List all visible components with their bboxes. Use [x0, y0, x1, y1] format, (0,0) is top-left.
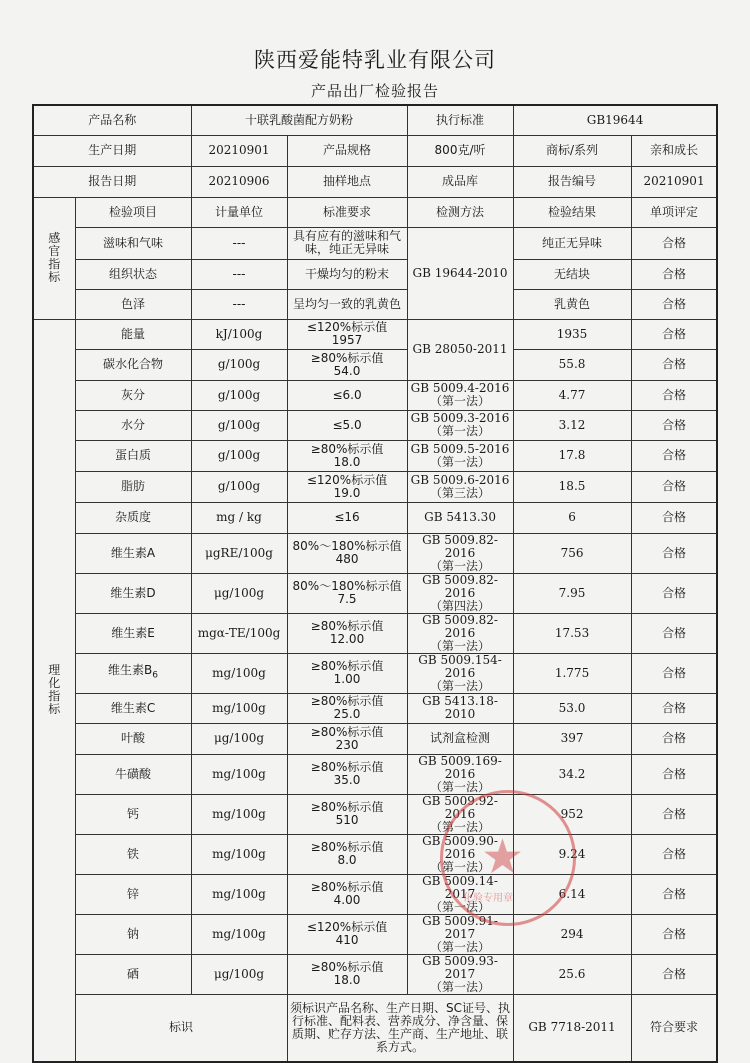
physchem-judge: 合格 [631, 349, 717, 380]
req-line-1: 80%～180%标示值 [292, 579, 402, 593]
method-line-2: （第一法） [430, 454, 491, 469]
physchem-method [407, 914, 513, 954]
physchem-judge: 合格 [631, 693, 717, 723]
method-line-1: GB 5009.14-2017 [422, 874, 498, 901]
standard-value: GB19644 [513, 105, 717, 135]
physchem-req [287, 410, 407, 440]
report-date-label: 报告日期 [33, 166, 191, 197]
item-label: 维生素B [108, 662, 153, 677]
method-line-2: （第一法） [430, 678, 491, 693]
physchem-method [407, 834, 513, 874]
col-item-header: 检验项目 [75, 197, 191, 227]
method-line-1: GB 5009.169-2016 [418, 754, 502, 781]
method-line-2: （第一法） [430, 424, 491, 438]
sensory-item: 色泽 [75, 289, 191, 319]
method-line-1: GB 5009.4-2016 [410, 381, 510, 395]
physchem-item [75, 533, 191, 573]
physchem-result: 294 [513, 914, 631, 954]
sensory-row [33, 227, 717, 259]
physchem-req [287, 440, 407, 471]
physchem-method [407, 573, 513, 613]
method-line-1: GB 5009.6-2016 [410, 472, 510, 487]
physchem-unit: g/100g [191, 349, 287, 380]
method-line-1: 试剂盒检测 [430, 731, 491, 745]
physchem-result: 3.12 [513, 410, 631, 440]
physchem-unit: kJ/100g [191, 319, 287, 349]
physchem-item [75, 723, 191, 754]
physchem-item [75, 502, 191, 533]
physchem-unit: g/100g [191, 380, 287, 410]
spec-label: 产品规格 [287, 135, 407, 166]
method-line-1: GB 5009.3-2016 [410, 411, 510, 425]
physchem-judge: 合格 [631, 954, 717, 994]
physchem-result: 55.8 [513, 349, 631, 380]
req-line-1: ≥80%标示值 [310, 880, 384, 894]
sensory-item: 组织状态 [75, 259, 191, 289]
physchem-item [75, 794, 191, 834]
req-line-1: ≥80%标示值 [310, 694, 384, 708]
sensory-result: 乳黄色 [513, 289, 631, 319]
label-result: 符合要求 [631, 994, 717, 1062]
physchem-req [287, 914, 407, 954]
method-line-1: GB 5009.93-2017 [422, 954, 498, 981]
physchem-req [287, 653, 407, 693]
physchem-item [75, 410, 191, 440]
physchem-result: 397 [513, 723, 631, 754]
physchem-unit: mg/100g [191, 914, 287, 954]
physchem-method [407, 380, 513, 410]
method-line-2: （第一法） [430, 638, 491, 653]
physchem-result: 18.5 [513, 471, 631, 502]
req-line-1: ≤120%标示值 [306, 920, 388, 934]
sensory-unit: --- [191, 289, 287, 319]
physchem-unit: mg / kg [191, 502, 287, 533]
physchem-item [75, 380, 191, 410]
physchem-row [33, 954, 717, 994]
company-name: 陕西爱能特乳业有限公司 [254, 48, 496, 72]
physchem-method [407, 440, 513, 471]
physchem-judge: 合格 [631, 533, 717, 573]
col-requirement-header: 标准要求 [287, 197, 407, 227]
physchem-result: 6 [513, 502, 631, 533]
physchem-item [75, 834, 191, 874]
physchem-method [407, 613, 513, 653]
label-row [33, 994, 717, 1062]
physchem-req [287, 380, 407, 410]
sensory-req: 呈均匀一致的乳黄色 [287, 289, 407, 319]
physchem-result: 952 [513, 794, 631, 834]
req-line-1: ≥80%标示值 [310, 840, 384, 854]
physchem-method [407, 533, 513, 573]
physchem-row [33, 440, 717, 471]
inspection-table [32, 104, 718, 1063]
req-line-2: 8.0 [337, 853, 357, 867]
req-line-1: ≥80%标示值 [310, 619, 384, 633]
physchem-result: 756 [513, 533, 631, 573]
physchem-row [33, 723, 717, 754]
physchem-row [33, 502, 717, 533]
physchem-req [287, 573, 407, 613]
method-line-1: GB 5009.82-2016 [422, 613, 498, 640]
physchem-item [75, 440, 191, 471]
physchem-row [33, 874, 717, 914]
sensory-unit: --- [191, 259, 287, 289]
physchem-result: 9.24 [513, 834, 631, 874]
physchem-judge: 合格 [631, 653, 717, 693]
sensory-unit: --- [191, 227, 287, 259]
col-method-header: 检测方法 [407, 197, 513, 227]
physchem-unit: μg/100g [191, 573, 287, 613]
req-line-1: ≤5.0 [332, 417, 362, 432]
physchem-row [33, 471, 717, 502]
method-line-2: （第一法） [430, 558, 491, 573]
physchem-method [407, 653, 513, 693]
physchem-item [75, 754, 191, 794]
req-line-1: ≥80%标示值 [310, 760, 384, 774]
physchem-item [75, 573, 191, 613]
physchem-item [75, 653, 191, 693]
info-row-2 [33, 135, 717, 166]
req-line-1: ≤6.0 [332, 387, 362, 402]
physchem-result: 17.8 [513, 440, 631, 471]
req-line-1: ≤120%标示值 [306, 472, 388, 487]
prod-date-value: 20210901 [191, 135, 287, 166]
physchem-row [33, 693, 717, 723]
method-line-1: GB 5009.91-2017 [422, 914, 498, 941]
standard-label: 执行标准 [407, 105, 513, 135]
method-line-1: GB 5009.90-2016 [422, 834, 498, 861]
item-label: 叶酸 [121, 731, 146, 745]
physchem-unit: mg/100g [191, 653, 287, 693]
item-label: 脂肪 [121, 479, 146, 493]
physchem-item [75, 874, 191, 914]
sensory-judge: 合格 [631, 227, 717, 259]
physchem-judge: 合格 [631, 874, 717, 914]
req-line-1: ≥80%标示值 [310, 960, 384, 974]
physchem-item [75, 613, 191, 653]
req-line-1: ≥80%标示值 [310, 800, 384, 814]
req-line-2: 230 [335, 737, 359, 752]
sensory-result: 纯正无异味 [513, 227, 631, 259]
req-line-2: 18.0 [333, 973, 361, 987]
req-line-2: 480 [335, 552, 359, 566]
method-line-1: GB 5009.82-2016 [422, 573, 498, 600]
prod-date-label: 生产日期 [33, 135, 191, 166]
method-line-2: （第一法） [430, 899, 491, 914]
physchem-method [407, 693, 513, 723]
method-line-2: （第一法） [430, 394, 491, 408]
stamp-text: 化验专用章 [463, 893, 513, 904]
physchem-judge: 合格 [631, 754, 717, 794]
label-requirement: 须标识产品名称、生产日期、SC证号、执行标准、配料表、营养成分、净含量、保质期、贮存方法、生产商、生产地址、联系方式。 [287, 994, 513, 1062]
sensory-row [33, 289, 717, 319]
physchem-result: 6.14 [513, 874, 631, 914]
method-line-2: （第一法） [430, 779, 491, 794]
brand-label: 商标/系列 [513, 135, 631, 166]
category-label: 感官指标 [48, 231, 61, 284]
physchem-row [33, 914, 717, 954]
sensory-method: GB 19644-2010 [407, 227, 513, 319]
physchem-method [407, 410, 513, 440]
method-line-2: （第一法） [430, 979, 491, 994]
sensory-row [33, 259, 717, 289]
physchem-result: 1.775 [513, 653, 631, 693]
method-line-2: （第一法） [430, 939, 491, 954]
physchem-row [33, 653, 717, 693]
method-line-1: GB 5009.92-2016 [422, 794, 498, 821]
physchem-judge: 合格 [631, 573, 717, 613]
sensory-item: 滋味和气味 [75, 227, 191, 259]
physchem-row [33, 410, 717, 440]
physchem-unit: g/100g [191, 440, 287, 471]
physchem-method [407, 874, 513, 914]
physchem-category [33, 319, 75, 1062]
req-line-1: ≤120%标示值 [306, 320, 388, 334]
item-label: 杂质度 [115, 510, 152, 524]
req-line-1: ≥80%标示值 [310, 659, 384, 673]
physchem-unit: μgRE/100g [191, 533, 287, 573]
label-item: 标识 [75, 994, 287, 1062]
method-line-2: （第三法） [430, 485, 491, 500]
report-no-label: 报告编号 [513, 166, 631, 197]
sensory-category [33, 197, 75, 319]
physchem-judge: 合格 [631, 834, 717, 874]
physchem-row [33, 533, 717, 573]
physchem-method [407, 723, 513, 754]
req-line-1: ≥80%标示值 [310, 350, 384, 365]
item-label: 硒 [127, 966, 140, 981]
req-line-2: 510 [335, 813, 359, 827]
req-line-2: 35.0 [333, 773, 361, 787]
physchem-req [287, 502, 407, 533]
physchem-result: 17.53 [513, 613, 631, 653]
physchem-req [287, 754, 407, 794]
method-line-1: GB 5009.5-2016 [410, 441, 510, 456]
physchem-row [33, 794, 717, 834]
item-label: 牛磺酸 [115, 766, 152, 781]
sample-place-label: 抽样地点 [287, 166, 407, 197]
physchem-unit: mg/100g [191, 693, 287, 723]
physchem-judge: 合格 [631, 471, 717, 502]
report-date-value: 20210906 [191, 166, 287, 197]
item-label: 维生素C [110, 700, 156, 715]
physchem-item [75, 471, 191, 502]
physchem-result: 4.77 [513, 380, 631, 410]
physchem-judge: 合格 [631, 410, 717, 440]
physchem-req [287, 693, 407, 723]
brand-value: 亲和成长 [631, 135, 717, 166]
sensory-req: 具有应有的滋味和气味，纯正无异味 [287, 227, 407, 259]
col-judgement-header: 单项评定 [631, 197, 717, 227]
product-name-label: 产品名称 [33, 105, 191, 135]
sensory-judge: 合格 [631, 259, 717, 289]
req-line-2: 1957 [331, 333, 363, 347]
physchem-method [407, 794, 513, 834]
req-line-2: 18.0 [333, 454, 361, 469]
physchem-judge: 合格 [631, 440, 717, 471]
method-line-1: GB 5413.18-2010 [422, 694, 498, 721]
physchem-row [33, 573, 717, 613]
sensory-judge: 合格 [631, 289, 717, 319]
col-result-header: 检验结果 [513, 197, 631, 227]
report-no-value: 20210901 [631, 166, 717, 197]
physchem-unit: μg/100g [191, 723, 287, 754]
item-label: 钙 [127, 806, 140, 821]
physchem-result: 1935 [513, 319, 631, 349]
column-header-row [33, 197, 717, 227]
physchem-row [33, 349, 717, 380]
physchem-result: 53.0 [513, 693, 631, 723]
item-label: 维生素D [110, 585, 156, 600]
item-subscript: 6 [152, 670, 158, 681]
physchem-unit: g/100g [191, 410, 287, 440]
physchem-judge: 合格 [631, 914, 717, 954]
physchem-req [287, 723, 407, 754]
req-line-1: ≤16 [334, 510, 360, 524]
physchem-item [75, 914, 191, 954]
physchem-req [287, 834, 407, 874]
physchem-req [287, 349, 407, 380]
req-line-2: 54.0 [333, 363, 361, 378]
sensory-req: 干燥均匀的粉末 [287, 259, 407, 289]
physchem-req [287, 794, 407, 834]
req-line-2: 19.0 [333, 485, 361, 500]
physchem-item [75, 693, 191, 723]
req-line-1: ≥80%标示值 [310, 441, 384, 456]
sensory-result: 无结块 [513, 259, 631, 289]
physchem-unit: mg/100g [191, 834, 287, 874]
physchem-req [287, 319, 407, 349]
req-line-2: 4.00 [333, 893, 361, 907]
req-line-2: 410 [335, 933, 359, 947]
report-title: 产品出厂检验报告 [310, 82, 439, 100]
col-unit-header: 计量单位 [191, 197, 287, 227]
info-row-1 [33, 105, 717, 135]
physchem-unit: mg/100g [191, 794, 287, 834]
req-line-2: 1.00 [333, 672, 361, 686]
req-line-1: 80%～180%标示值 [292, 539, 402, 553]
physchem-item: 能量 [75, 319, 191, 349]
info-row-3 [33, 166, 717, 197]
physchem-judge: 合格 [631, 723, 717, 754]
method-line-1: GB 5009.82-2016 [422, 533, 498, 560]
physchem-unit: mg/100g [191, 874, 287, 914]
method-line-2: （第四法） [430, 598, 491, 613]
item-label: 蛋白质 [115, 448, 152, 462]
physchem-judge: 合格 [631, 613, 717, 653]
physchem-req [287, 613, 407, 653]
physchem-method [407, 502, 513, 533]
category-label: 理化指标 [48, 663, 61, 717]
physchem-unit: μg/100g [191, 954, 287, 994]
item-label: 锌 [127, 886, 140, 901]
req-line-2: 7.5 [337, 592, 357, 606]
label-method: GB 7718-2011 [513, 994, 631, 1062]
physchem-result: 7.95 [513, 573, 631, 613]
item-label: 水分 [121, 417, 146, 432]
physchem-row [33, 380, 717, 410]
physchem-judge: 合格 [631, 380, 717, 410]
item-label: 铁 [127, 846, 140, 861]
method-line-2: （第一法） [430, 859, 491, 874]
req-line-1: ≥80%标示值 [310, 724, 384, 739]
physchem-judge: 合格 [631, 319, 717, 349]
physchem-row [33, 319, 717, 349]
item-label: 维生素A [110, 545, 156, 560]
physchem-unit: g/100g [191, 471, 287, 502]
item-label: 灰分 [121, 387, 146, 402]
physchem-req [287, 874, 407, 914]
physchem-judge: 合格 [631, 794, 717, 834]
star-icon: ★ [481, 829, 525, 885]
spec-value: 800克/听 [407, 135, 513, 166]
physchem-row [33, 613, 717, 653]
physchem-method [407, 754, 513, 794]
physchem-method [407, 954, 513, 994]
physchem-method: GB 28050-2011 [407, 319, 513, 380]
physchem-row [33, 754, 717, 794]
physchem-unit: mgα-TE/100g [191, 613, 287, 653]
physchem-unit: mg/100g [191, 754, 287, 794]
physchem-item [75, 954, 191, 994]
physchem-req [287, 471, 407, 502]
physchem-item: 碳水化合物 [75, 349, 191, 380]
physchem-row [33, 834, 717, 874]
req-line-2: 25.0 [333, 707, 361, 721]
method-line-1: GB 5413.30 [424, 510, 496, 524]
product-name-value: 十联乳酸菌配方奶粉 [191, 105, 407, 135]
physchem-req [287, 533, 407, 573]
physchem-method [407, 471, 513, 502]
physchem-result: 25.6 [513, 954, 631, 994]
method-line-2: （第一法） [430, 819, 491, 834]
physchem-result: 34.2 [513, 754, 631, 794]
sample-place-value: 成品库 [407, 166, 513, 197]
physchem-req [287, 954, 407, 994]
req-line-2: 12.00 [329, 632, 365, 646]
item-label: 维生素E [111, 625, 155, 640]
item-label: 钠 [127, 926, 140, 941]
physchem-judge: 合格 [631, 502, 717, 533]
method-line-1: GB 5009.154-2016 [418, 653, 502, 680]
